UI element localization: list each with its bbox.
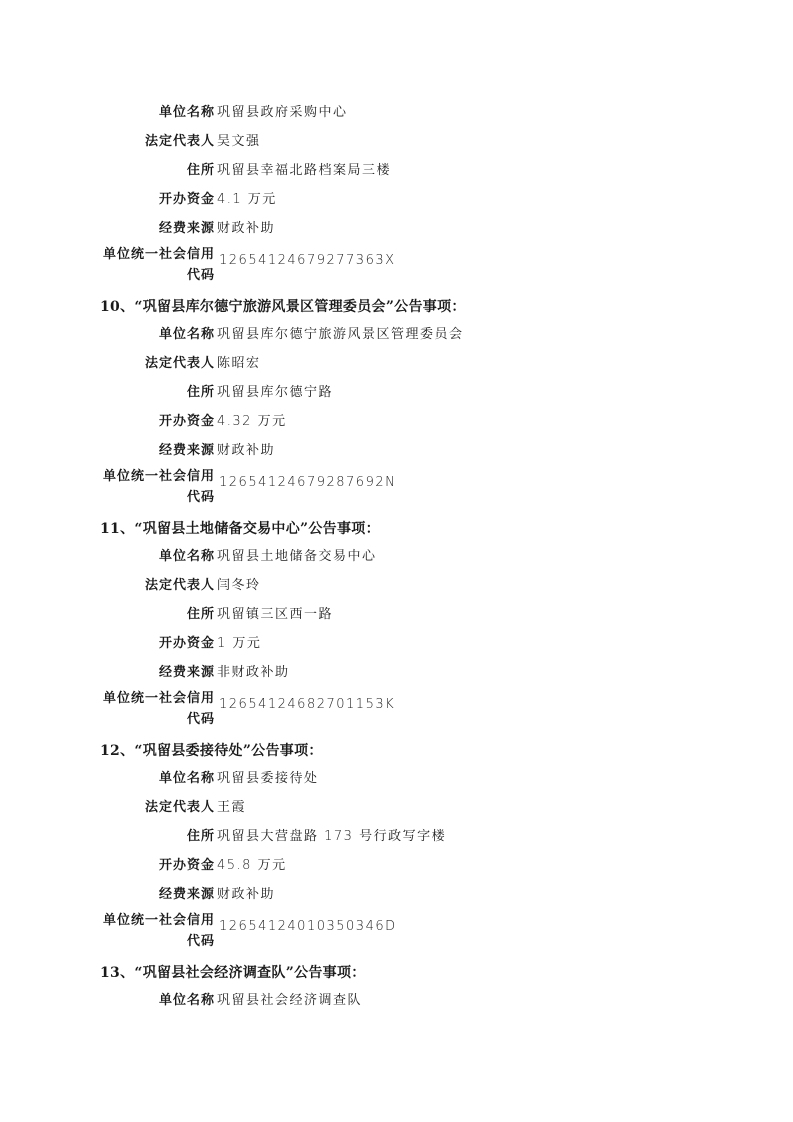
label-source: 经费来源 bbox=[158, 664, 215, 680]
entry11-name: 巩留县土地储备交易中心 bbox=[217, 548, 377, 564]
entry10-source-row bbox=[60, 435, 760, 461]
label-credit-code-line1: 单位统一社会信用 bbox=[102, 691, 215, 706]
entry12-address-row bbox=[60, 821, 760, 847]
label-address: 住所 bbox=[186, 162, 215, 178]
label-legal-rep: 法定代表人 bbox=[144, 355, 215, 371]
entry10-credit-code-row bbox=[60, 463, 760, 509]
entry11-address: 巩留镇三区西一路 bbox=[217, 606, 334, 622]
entry9-source: 财政补助 bbox=[217, 220, 276, 236]
entry9-legal-rep-row bbox=[60, 126, 760, 152]
label-source: 经费来源 bbox=[158, 886, 215, 902]
label-credit-code-line1: 单位统一社会信用 bbox=[102, 469, 215, 484]
entry9-funds-row bbox=[60, 184, 760, 210]
label-funds: 开办资金 bbox=[158, 635, 215, 651]
entry10-address-row bbox=[60, 377, 760, 403]
label-name: 单位名称 bbox=[158, 992, 215, 1008]
entry12-credit-code-row bbox=[60, 907, 760, 953]
entry12-source-row bbox=[60, 879, 760, 905]
entry9-name: 巩留县政府采购中心 bbox=[217, 104, 348, 120]
entry11-heading: 11、“巩留县土地储备交易中心”公告事项： bbox=[100, 521, 380, 537]
entry10-address: 巩留县库尔德宁路 bbox=[217, 384, 334, 400]
entry9-address-row bbox=[60, 155, 760, 181]
label-credit-code-line2: 代码 bbox=[186, 490, 215, 505]
label-credit-code-line2: 代码 bbox=[186, 268, 215, 283]
entry10-funds: 4.32 万元 bbox=[217, 413, 287, 429]
label-funds: 开办资金 bbox=[158, 857, 215, 873]
entry11-source: 非财政补助 bbox=[217, 664, 290, 680]
entry13-heading: 13、“巩留县社会经济调查队”公告事项： bbox=[100, 965, 366, 981]
entry12-funds: 45.8 万元 bbox=[217, 857, 287, 873]
entry11-source-row bbox=[60, 657, 760, 683]
entry11-credit-code-row bbox=[60, 685, 760, 731]
entry9-credit-code: 12654124679277363X bbox=[219, 253, 396, 268]
entry11-funds: 1 万元 bbox=[217, 635, 262, 651]
entry10-name: 巩留县库尔德宁旅游风景区管理委员会 bbox=[217, 326, 464, 342]
entry12-legal-rep-row bbox=[60, 792, 760, 818]
label-credit-code-line1: 单位统一社会信用 bbox=[102, 913, 215, 928]
entry9-funds: 4.1 万元 bbox=[217, 191, 277, 207]
entry11-credit-code: 12654124682701153K bbox=[219, 697, 396, 712]
label-name: 单位名称 bbox=[158, 770, 215, 786]
entry12-credit-code: 12654124010350346D bbox=[219, 919, 397, 934]
entry10-funds-row bbox=[60, 406, 760, 432]
entry9-credit-code-row bbox=[60, 241, 760, 287]
entry10-credit-code: 12654124679287692N bbox=[219, 475, 397, 490]
entry12-funds-row bbox=[60, 850, 760, 876]
label-address: 住所 bbox=[186, 606, 215, 622]
entry11-name-row bbox=[60, 541, 760, 567]
entry9-legal-rep: 吴文强 bbox=[217, 133, 261, 149]
entry11-legal-rep: 闫冬玲 bbox=[217, 577, 261, 593]
entry10-source: 财政补助 bbox=[217, 442, 276, 458]
entry12-address: 巩留县大营盘路 173 号行政写字楼 bbox=[217, 828, 447, 844]
entry12-legal-rep: 王霞 bbox=[217, 799, 247, 815]
entry11-funds-row bbox=[60, 628, 760, 654]
label-credit-code-line2: 代码 bbox=[186, 712, 215, 727]
label-address: 住所 bbox=[186, 384, 215, 400]
label-source: 经费来源 bbox=[158, 442, 215, 458]
entry10-legal-rep: 陈昭宏 bbox=[217, 355, 261, 371]
entry12-name-row bbox=[60, 763, 760, 789]
label-name: 单位名称 bbox=[158, 104, 215, 120]
entry12-heading: 12、“巩留县委接待处”公告事项： bbox=[100, 743, 323, 759]
label-credit-code-line1: 单位统一社会信用 bbox=[102, 247, 215, 262]
entry12-name: 巩留县委接待处 bbox=[217, 770, 319, 786]
label-name: 单位名称 bbox=[158, 326, 215, 342]
entry13-name: 巩留县社会经济调查队 bbox=[217, 992, 363, 1008]
label-legal-rep: 法定代表人 bbox=[144, 133, 215, 149]
entry11-address-row bbox=[60, 599, 760, 625]
entry10-legal-rep-row bbox=[60, 348, 760, 374]
entry9-address: 巩留县幸福北路档案局三楼 bbox=[217, 162, 392, 178]
label-name: 单位名称 bbox=[158, 548, 215, 564]
label-credit-code-line2: 代码 bbox=[186, 934, 215, 949]
entry13-name-row bbox=[60, 985, 760, 1011]
label-source: 经费来源 bbox=[158, 220, 215, 236]
entry11-legal-rep-row bbox=[60, 570, 760, 596]
label-funds: 开办资金 bbox=[158, 191, 215, 207]
label-legal-rep: 法定代表人 bbox=[144, 799, 215, 815]
entry10-name-row bbox=[60, 319, 760, 345]
label-address: 住所 bbox=[186, 828, 215, 844]
entry12-source: 财政补助 bbox=[217, 886, 276, 902]
entry10-heading: 10、“巩留县库尔德宁旅游风景区管理委员会”公告事项： bbox=[100, 299, 466, 315]
label-legal-rep: 法定代表人 bbox=[144, 577, 215, 593]
entry9-name-row bbox=[60, 97, 760, 123]
label-funds: 开办资金 bbox=[158, 413, 215, 429]
entry9-source-row bbox=[60, 213, 760, 239]
